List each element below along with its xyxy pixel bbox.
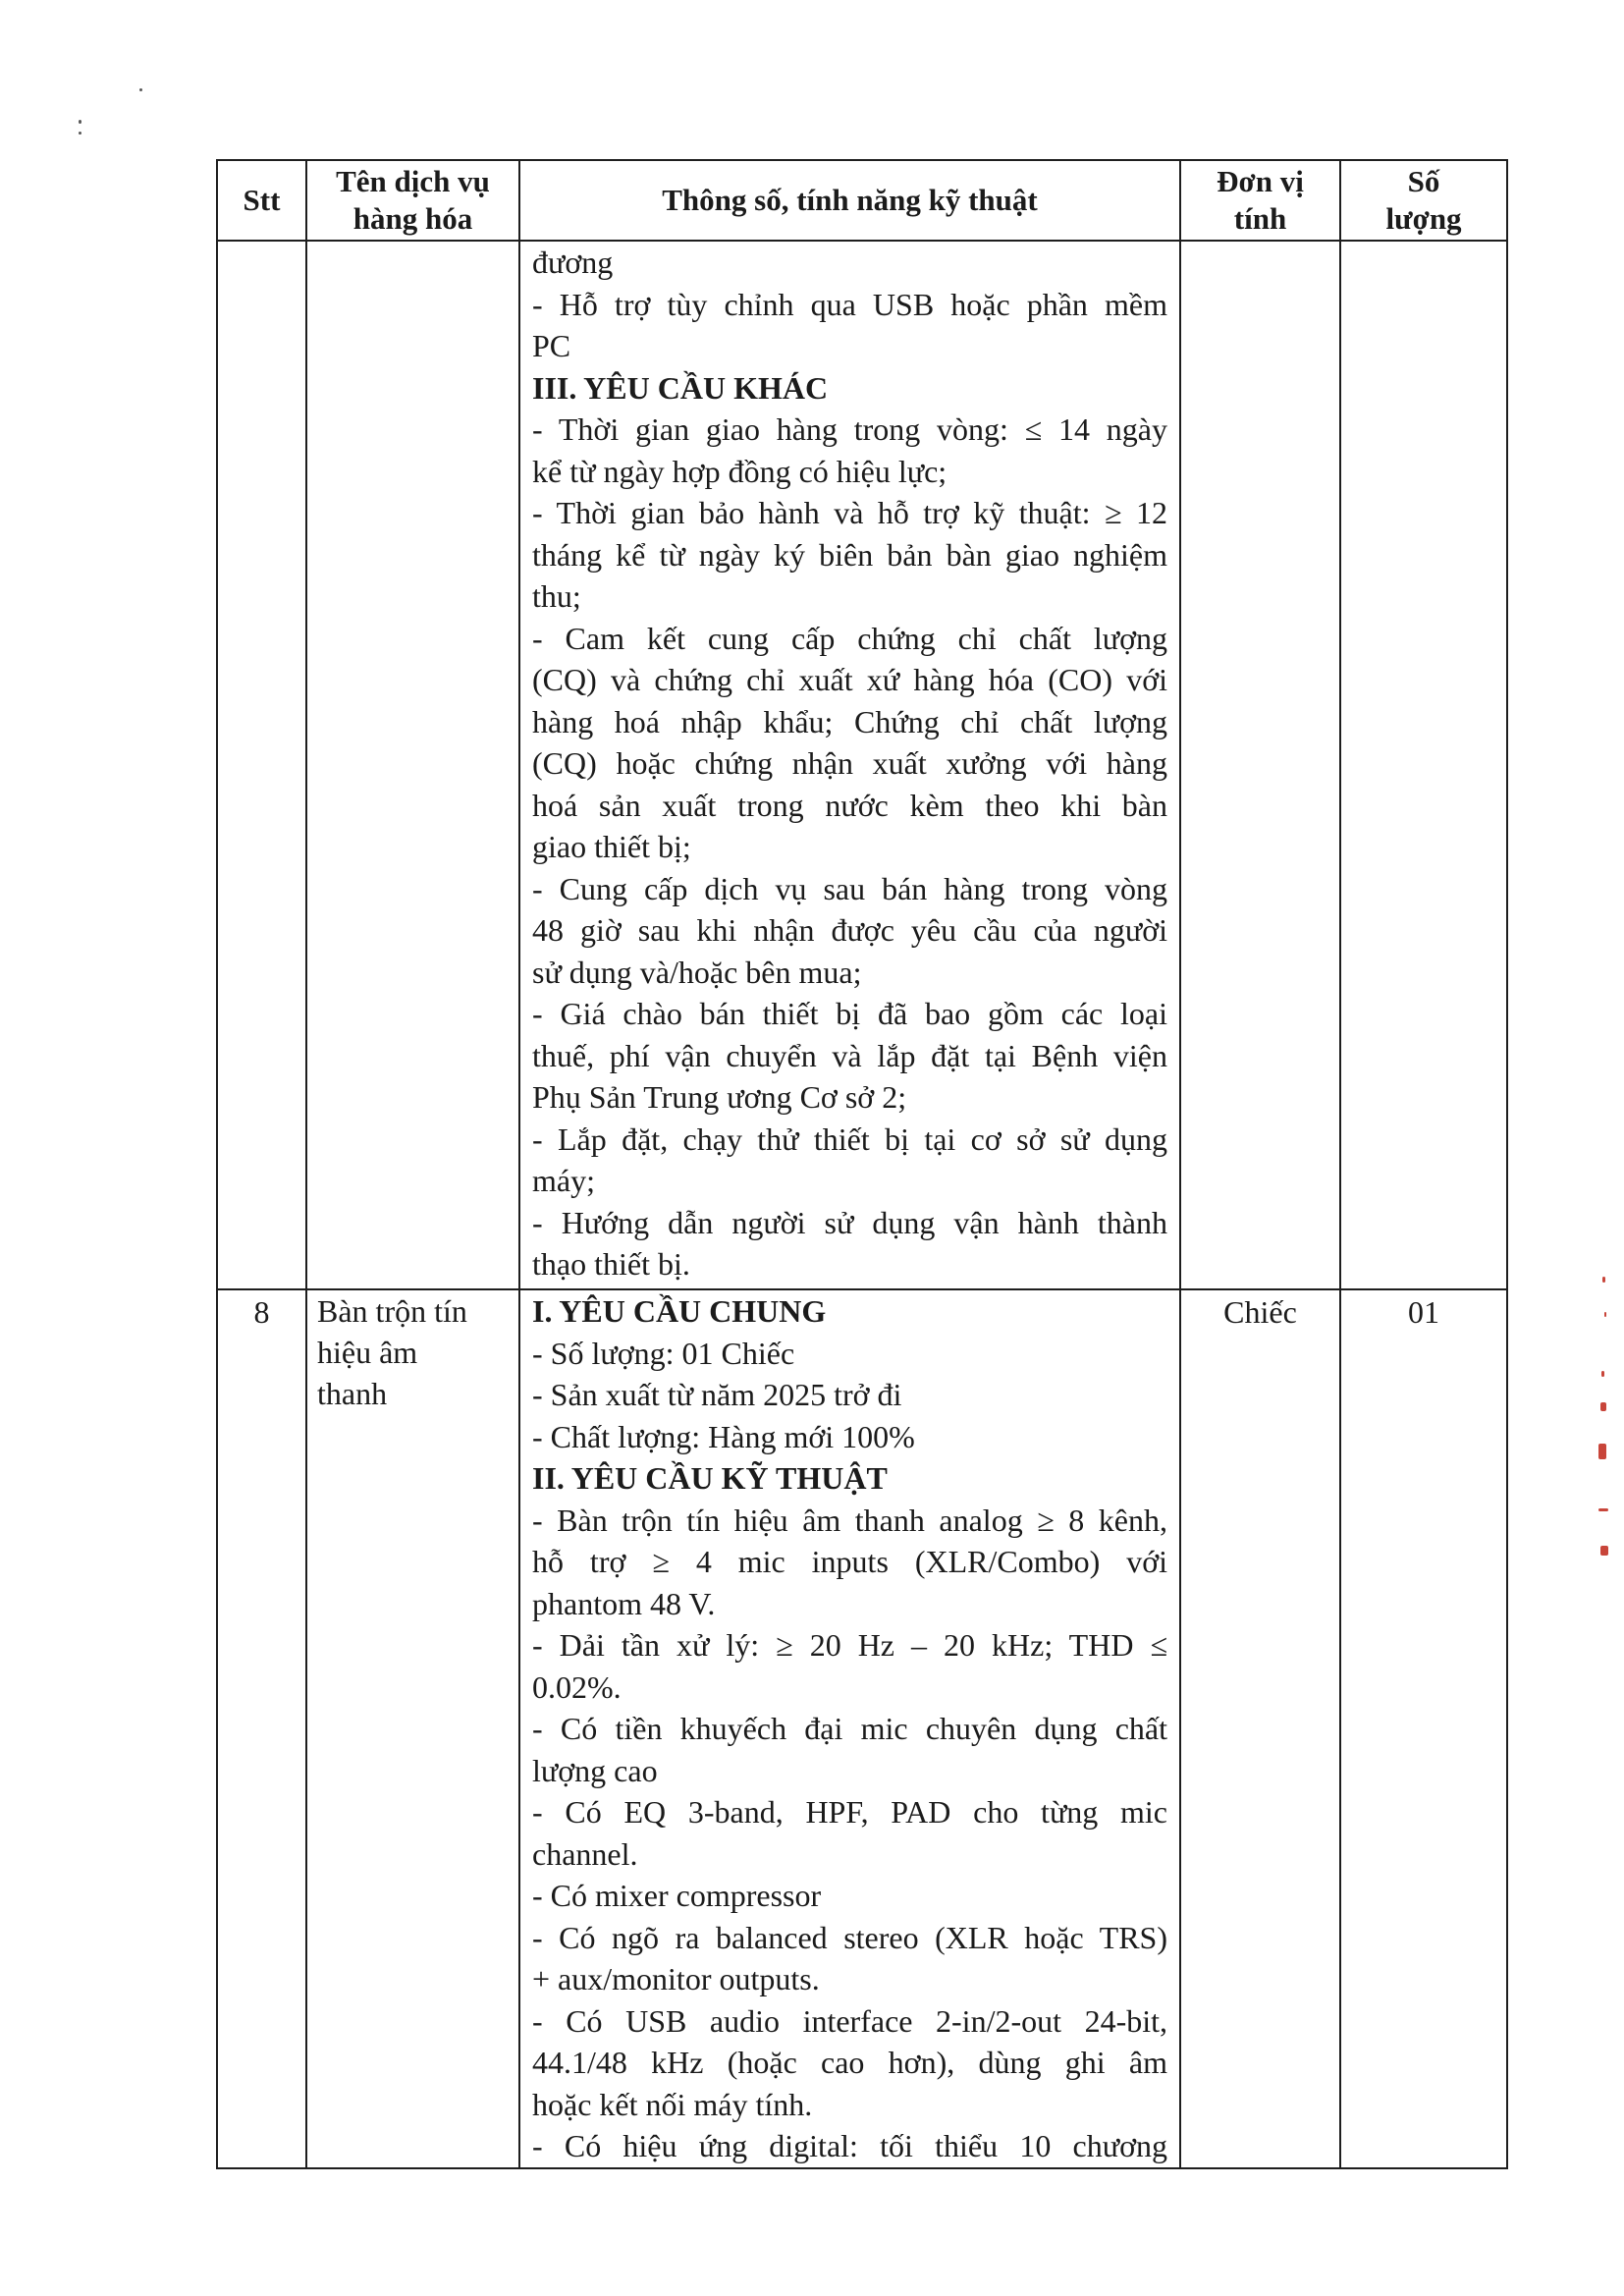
table-header-row bbox=[217, 160, 1507, 241]
spec-line: kể từ ngày hợp đồng có hiệu lực; bbox=[532, 453, 947, 489]
cell-spec bbox=[519, 1289, 1180, 2168]
spec-line: PC bbox=[532, 328, 571, 363]
spec-line: - Sản xuất từ năm 2025 trở đi bbox=[532, 1377, 902, 1412]
spec-line: - Cung cấp dịch vụ sau bán hàng trong vòng bbox=[532, 870, 1167, 906]
spec-line: - Hỗ trợ tùy chỉnh qua USB hoặc phần mềm bbox=[532, 286, 1167, 322]
cell-service-name bbox=[306, 241, 519, 1289]
scan-speck bbox=[79, 120, 81, 124]
spec-line: thạo thiết bị. bbox=[532, 1246, 690, 1282]
cell-spec bbox=[519, 241, 1180, 1289]
spec-line: hàng hoá nhập khẩu; Chứng chỉ chất lượng bbox=[532, 703, 1167, 739]
spec-line: tháng kể từ ngày ký biên bản bàn giao nghiệm bbox=[532, 536, 1167, 573]
header-unit: Đơn vị tính bbox=[1180, 160, 1340, 241]
spec-section-heading: III. YÊU CẦU KHÁC bbox=[532, 369, 829, 406]
spec-line: đương bbox=[532, 245, 614, 280]
cell-unit: Chiếc bbox=[1180, 1289, 1340, 2168]
spec-line: - Có ngõ ra balanced stereo (XLR hoặc TRS) bbox=[532, 1919, 1167, 1955]
spec-line: Phụ Sản Trung ương Cơ sở 2; bbox=[532, 1079, 907, 1115]
spec-line: thuế, phí vận chuyển và lắp đặt tại Bệnh viện bbox=[532, 1037, 1167, 1073]
header-stt: Stt bbox=[217, 160, 306, 241]
cell-unit bbox=[1180, 241, 1340, 1289]
spec-line: + aux/monitor outputs. bbox=[532, 1961, 820, 1996]
spec-line: hoá sản xuất trong nước kèm theo khi bàn bbox=[532, 787, 1167, 823]
cell-stt bbox=[217, 241, 306, 1289]
cell-service-name: Bàn trộn tín hiệu âm thanh bbox=[306, 1289, 519, 2168]
cell-quantity bbox=[1340, 241, 1507, 1289]
cell-stt: 8 bbox=[217, 1289, 306, 2168]
cell-quantity: 01 bbox=[1340, 1289, 1507, 2168]
table-row bbox=[217, 241, 1507, 1289]
spec-line: - Có tiền khuyếch đại mic chuyên dụng chất bbox=[532, 1711, 1167, 1746]
margin-stamp-mark bbox=[1598, 1277, 1612, 1571]
table-row bbox=[217, 1289, 1507, 2168]
spec-line: lượng cao bbox=[532, 1752, 658, 1788]
spec-line: - Có hiệu ứng digital: tối thiểu 10 chương bbox=[532, 2128, 1167, 2163]
spec-line: thu; bbox=[532, 578, 581, 614]
spec-line: giao thiết bị; bbox=[532, 829, 691, 864]
spec-line: - Hướng dẫn người sử dụng vận hành thành bbox=[532, 1204, 1167, 1240]
spec-line: - Có EQ 3-band, HPF, PAD cho từng mic bbox=[532, 1794, 1167, 1830]
spec-line: máy; bbox=[532, 1163, 595, 1198]
spec-line: - Có USB audio interface 2-in/2-out 24-bit, bbox=[532, 2002, 1167, 2039]
header-service-name: Tên dịch vụ hàng hóa bbox=[306, 160, 519, 241]
spec-line: phantom 48 V. bbox=[532, 1585, 716, 1621]
spec-line: hoặc kết nối máy tính. bbox=[532, 2086, 813, 2122]
header-spec: Thông số, tính năng kỹ thuật bbox=[519, 160, 1180, 241]
spec-line: channel. bbox=[532, 1835, 638, 1872]
header-quantity: Số lượng bbox=[1340, 160, 1507, 241]
spec-line: - Có mixer compressor bbox=[532, 1878, 822, 1913]
spec-section-heading: II. YÊU CẦU KỸ THUẬT bbox=[532, 1460, 888, 1496]
spec-line: - Số lượng: 01 Chiếc bbox=[532, 1335, 795, 1371]
spec-line: 48 giờ sau khi nhận được yêu cầu của người bbox=[532, 912, 1167, 948]
scan-speck bbox=[79, 132, 81, 135]
specification-table bbox=[216, 159, 1508, 2169]
spec-line: - Dải tần xử lý: ≥ 20 Hz – 20 kHz; THD ≤ bbox=[532, 1627, 1167, 1663]
spec-line: - Lắp đặt, chạy thử thiết bị tại cơ sở sử dụng bbox=[532, 1121, 1167, 1157]
spec-section-heading: I. YÊU CẦU CHUNG bbox=[532, 1293, 827, 1329]
spec-line: - Chất lượng: Hàng mới 100% bbox=[532, 1418, 915, 1454]
spec-line: 44.1/48 kHz (hoặc cao hơn), dùng ghi âm bbox=[532, 2045, 1167, 2080]
spec-line: - Thời gian bảo hành và hỗ trợ kỹ thuật: ≥ 12 bbox=[532, 495, 1167, 530]
spec-line: (CQ) hoặc chứng nhận xuất xưởng với hàng bbox=[532, 745, 1167, 781]
spec-line: - Cam kết cung cấp chứng chỉ chất lượng bbox=[532, 620, 1167, 656]
spec-line: 0.02%. bbox=[532, 1668, 622, 1705]
spec-line: - Giá chào bán thiết bị đã bao gồm các loại bbox=[532, 996, 1167, 1031]
spec-line: - Thời gian giao hàng trong vòng: ≤ 14 ngày bbox=[532, 411, 1167, 447]
scan-speck bbox=[139, 88, 142, 91]
spec-line: - Bàn trộn tín hiệu âm thanh analog ≥ 8 kênh, bbox=[532, 1502, 1167, 1538]
spec-line: (CQ) và chứng chỉ xuất xứ hàng hóa (CO) với bbox=[532, 662, 1167, 697]
spec-line: sử dụng và/hoặc bên mua; bbox=[532, 954, 862, 990]
spec-line: hỗ trợ ≥ 4 mic inputs (XLR/Combo) với bbox=[532, 1544, 1167, 1579]
